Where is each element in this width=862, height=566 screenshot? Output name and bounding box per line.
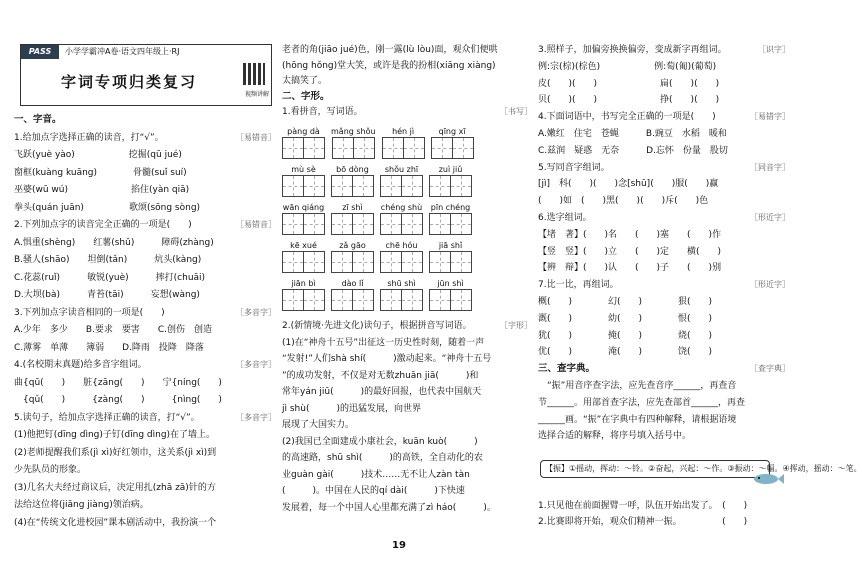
writing-box[interactable] <box>332 290 352 310</box>
text-line: 窗框(kuàng kuāng) 骨髓(suǐ suí) <box>14 167 187 178</box>
pinyin-cell <box>380 240 423 273</box>
pinyin-row <box>282 126 474 159</box>
pinyin-label: pàng dà <box>287 127 320 136</box>
text-line: {qǔ( ) {zàng( ) {nìng( ) <box>14 395 222 405</box>
writing-box[interactable] <box>401 176 422 196</box>
text-line: 常年yán jiū( )的最好回报，也代表中国航天 <box>282 387 482 397</box>
pinyin-cell <box>331 240 374 273</box>
text-line: 一、字音。 <box>14 114 62 125</box>
writing-boxes[interactable] <box>282 137 325 159</box>
category-tag: ［多音字］ <box>236 360 276 369</box>
writing-boxes[interactable] <box>331 289 374 311</box>
text-line: C.兹润 疑惑 无奈 D.忘怀 份量 股切 <box>538 145 728 156</box>
category-tag: ［识字］ <box>758 45 790 54</box>
text-line: 6.选字组词。 <box>538 213 592 223</box>
writing-box[interactable] <box>333 138 353 158</box>
text-line: 2.比赛即将开始，观众们精神一振。 ( ) <box>538 517 748 527</box>
category-tag: ［字形］ <box>500 321 532 330</box>
pinyin-cell <box>282 126 325 159</box>
writing-box[interactable] <box>381 252 401 272</box>
writing-box[interactable] <box>303 176 324 196</box>
writing-box[interactable] <box>432 138 452 158</box>
category-tag: ［多音字］ <box>236 412 276 422</box>
text-line: 2.(新情境·先进文化)读句子，根据拼音写词语。 <box>282 321 472 331</box>
text-line: 老者的角(jiāo jué)色，刚一露(lù lòu)面，观众们便哄 <box>282 45 498 55</box>
pinyin-cell <box>380 202 423 235</box>
writing-box[interactable] <box>352 214 373 234</box>
writing-box[interactable] <box>450 290 471 310</box>
writing-boxes[interactable] <box>282 251 325 273</box>
writing-box[interactable] <box>450 176 471 196</box>
pinyin-cell <box>429 164 472 197</box>
writing-boxes[interactable] <box>332 137 375 159</box>
fish-decoration-icon <box>752 470 784 482</box>
writing-box[interactable] <box>401 252 422 272</box>
writing-boxes[interactable] <box>282 175 325 197</box>
writing-box[interactable] <box>430 176 450 196</box>
category-tag: ［易错音］ <box>236 132 276 142</box>
writing-boxes[interactable] <box>331 175 374 197</box>
text-line: ( )。中国在人民的qí dài( )下快速 <box>282 486 465 496</box>
pinyin-row <box>282 240 472 273</box>
category-tag: ［查字典］ <box>750 364 790 374</box>
text-line: (1)他把钉(dīng dìng)子钉(dīng dìng)在了墙上。 <box>14 430 216 440</box>
pinyin-row <box>282 202 472 235</box>
text-line: 【竖 竖】( )立 ( )定 横( ) <box>538 246 722 257</box>
column-2 <box>282 0 532 566</box>
pinyin-label: mǎng shǒu <box>331 127 376 136</box>
text-line: 概( ) 幻( ) 狠( ) <box>538 297 713 307</box>
pinyin-cell <box>282 164 325 197</box>
pinyin-label: chē hóu <box>385 241 418 250</box>
writing-boxes[interactable] <box>282 289 325 311</box>
pinyin-cell <box>380 164 423 197</box>
text-line: 节______。用部首查字法，应先查部首______，再查 <box>538 397 746 408</box>
pinyin-cell <box>282 202 325 235</box>
pinyin-cell <box>431 126 474 159</box>
writing-box[interactable] <box>353 138 374 158</box>
pinyin-label: qīng xī <box>438 127 466 136</box>
writing-box[interactable] <box>452 138 473 158</box>
writing-box[interactable] <box>401 290 422 310</box>
pinyin-label: mù sè <box>291 165 316 174</box>
writing-boxes[interactable] <box>429 175 472 197</box>
category-tag: ［多音字］ <box>236 307 276 317</box>
text-line: 法给这位将(jiāng jiàng)领治病。 <box>14 500 149 510</box>
text-line: 犹( ) 掩( ) 烧( ) <box>538 330 713 341</box>
text-line: 拳头(quán juān) 歌颂(sōng sòng) <box>14 202 201 213</box>
text-line: “振”用音序查字法，应先查音序______，再查音 <box>538 381 737 391</box>
writing-box[interactable] <box>283 138 303 158</box>
text-line: C.薄雾 单薄 簿弱 D.降雨 投降 降落 <box>14 342 204 353</box>
text-line: 发展着，每一个中国人心里都充满了zì háo( )。 <box>282 502 496 513</box>
text-line: 3.下列加点字读音相同的一项是( ) <box>14 307 165 318</box>
text-line: 7.比一比，再组词。 <box>538 280 619 291</box>
writing-box[interactable] <box>450 214 471 234</box>
text-line: 飞跃(yuè yào) 挖掘(qū jué) <box>14 150 182 160</box>
book-subtitle: 小学学霸冲A卷·语文四年级上·RJ <box>65 47 180 56</box>
text-line: 5.读句子，给加点字选择正确的读音，打“√”。 <box>14 412 200 423</box>
text-line: (hōng hǒng)堂大笑，或许是我的扮相(xiāng xiàng) <box>282 60 496 71</box>
text-line: “发射!”人们shà shí( )激动起来。“神舟十五号 <box>282 354 492 364</box>
writing-boxes[interactable] <box>429 289 472 311</box>
text-line: 5.写同音字组词。 <box>538 162 610 173</box>
pinyin-label: zǎ gāo <box>339 241 366 250</box>
text-line: 【堵 著】( )名 ( )塞 ( )作 <box>538 229 722 240</box>
text-line: (4)在“传统文化进校园”课本剧活动中，我扮演一个 <box>14 517 217 528</box>
pinyin-cell <box>380 278 423 311</box>
category-tag: ［形近字］ <box>750 280 790 290</box>
writing-box[interactable] <box>403 138 424 158</box>
pinyin-cell <box>282 278 325 311</box>
page-title: 字词专项归类复习 <box>61 73 198 91</box>
pinyin-label: dào lǐ <box>341 279 364 288</box>
text-line: 1.只见他在前面握臂一呼，队伍开始出发了。 ( ) <box>538 501 748 511</box>
text-line: 例:宗(棕)(棕色) 例:萄(匍)(葡萄) <box>538 61 717 72</box>
text-line: D.大坝(bà) 青苔(tāi) 妄想(wàng) <box>14 290 200 300</box>
pinyin-cell <box>331 126 376 159</box>
writing-box[interactable] <box>381 214 401 234</box>
pinyin-label: jiān bì <box>291 279 316 288</box>
writing-boxes[interactable] <box>429 251 472 273</box>
text-line: 巫婆(wū wú) 掐住(yàn qiā) <box>14 185 190 195</box>
pinyin-cell <box>382 126 425 159</box>
text-line: B.骚人(shāo) 坦倒(tǎn) 炕头(kàng) <box>14 255 202 265</box>
text-line: ______画。“振”在字典中有四种解释，请根据语境 <box>538 414 737 425</box>
writing-box[interactable] <box>332 176 352 196</box>
text-line: ( )如 ( )黑( )( )斥( )色 <box>538 196 709 207</box>
text-line: jì shù( )的迅猛发展，向世界 <box>282 403 421 414</box>
writing-box[interactable] <box>283 290 303 310</box>
category-tag: ［易错字］ <box>750 112 790 122</box>
text-line: (3)几名大夫经过商议后，决定用扎(zhā zā)针的方 <box>14 482 216 493</box>
writing-box[interactable] <box>430 214 450 234</box>
writing-box[interactable] <box>352 176 373 196</box>
text-line: 少先队员的形象。 <box>14 465 87 475</box>
text-line: 曲{qū( ) 脏{zāng( ) 宁{níng( ) <box>14 377 222 388</box>
brand-logo: PASS <box>21 45 59 59</box>
writing-boxes[interactable] <box>380 289 423 311</box>
writing-boxes[interactable] <box>429 213 472 235</box>
pinyin-cell <box>331 278 374 311</box>
pinyin-label: jiā shǐ <box>438 241 463 250</box>
pinyin-label: zuì jiǔ <box>438 165 463 174</box>
text-line: (1)在“神舟十五号”出征这一历史性时刻，随着一声 <box>282 337 485 348</box>
pinyin-label: zī shì <box>342 203 363 212</box>
text-line: 1.给加点字选择正确的读音，打“√”。 <box>14 132 164 143</box>
category-tag: ［易错音］ <box>236 220 276 229</box>
writing-box[interactable] <box>283 176 303 196</box>
column-1 <box>14 0 276 566</box>
text-line: A.少年 多少 B.要求 要害 C.创伤 创造 <box>14 325 213 335</box>
text-line: 4.下面词语中，书写完全正确的一项是( ) <box>538 112 716 123</box>
text-line: [jì] 科( )( )念[shū]( )服( )赢 <box>538 179 719 190</box>
text-line: 的高速路，shū shì( )的高铁，全自动化的农 <box>282 453 483 463</box>
text-line: 溉( ) 幼( ) 恨( ) <box>538 313 713 324</box>
pinyin-label: wān qiáng <box>282 203 325 212</box>
qr-label: 视频讲解 <box>244 91 269 98</box>
text-line: 优( ) 淹( ) 饶( ) <box>538 347 713 358</box>
pinyin-row <box>282 164 472 197</box>
writing-box[interactable] <box>332 252 352 272</box>
writing-box[interactable] <box>450 252 471 272</box>
page-number: 19 <box>392 540 406 551</box>
category-tag: ［形近字］ <box>750 213 790 222</box>
text-line: 贝( )( ) 挣( )( ) <box>538 95 720 106</box>
category-tag: ［同音字］ <box>750 162 790 172</box>
text-line: 1.看拼音，写词语。 <box>282 107 363 117</box>
pinyin-cell <box>429 278 472 311</box>
writing-box[interactable] <box>430 290 450 310</box>
writing-box[interactable] <box>352 290 373 310</box>
pinyin-cell <box>429 240 472 273</box>
pinyin-cell <box>282 240 325 273</box>
text-line: 4.(名校期末真题)给多音字组词。 <box>14 360 147 370</box>
writing-box[interactable] <box>303 252 324 272</box>
writing-box[interactable] <box>381 176 401 196</box>
pinyin-cell <box>331 202 374 235</box>
pinyin-cell <box>331 164 374 197</box>
writing-box[interactable] <box>352 252 373 272</box>
writing-box[interactable] <box>332 214 352 234</box>
text-line: 展现了大国实力。 <box>282 420 355 430</box>
text-line: 2.下列加点字的读音完全正确的一项是( ) <box>14 220 192 230</box>
text-line: 选择合适的解释，将序号填入括号中。 <box>538 431 692 442</box>
text-line: 太搞笑了。 <box>282 76 328 86</box>
text-line: 二、字形。 <box>282 90 330 102</box>
column-3 <box>538 0 862 566</box>
writing-box[interactable] <box>303 138 324 158</box>
writing-boxes[interactable] <box>382 137 425 159</box>
text-line: 三、查字典。 <box>538 363 596 375</box>
pinyin-label: chéng shù <box>380 203 423 212</box>
text-line: ”的成功发射，不仅是对无数zhuān jiā( )和 <box>282 370 479 381</box>
pinyin-label: hén jì <box>392 127 415 136</box>
writing-boxes[interactable] <box>331 213 374 235</box>
pinyin-label: shū shì <box>387 279 416 288</box>
text-line: 【辨 辩】( )认 ( )子 ( )别 <box>538 263 722 274</box>
writing-boxes[interactable] <box>380 175 423 197</box>
writing-box[interactable] <box>283 214 303 234</box>
writing-boxes[interactable] <box>380 251 423 273</box>
text-line: (2)我国已全面建成小康社会，kuān kuò( ) <box>282 436 478 447</box>
writing-box[interactable] <box>303 290 324 310</box>
writing-box[interactable] <box>401 214 422 234</box>
pinyin-label: jūn shì <box>437 279 464 288</box>
writing-box[interactable] <box>303 214 324 234</box>
pinyin-label: pīn chéng <box>430 203 471 212</box>
writing-boxes[interactable] <box>331 251 374 273</box>
pinyin-label: bō dòng <box>336 165 369 174</box>
writing-box[interactable] <box>383 138 403 158</box>
writing-box[interactable] <box>381 290 401 310</box>
pinyin-cell <box>429 202 472 235</box>
writing-boxes[interactable] <box>282 213 325 235</box>
text-line: (2)老师提醒我们系(jì xì)好红领巾，这关系(jì xì)到 <box>14 447 217 458</box>
category-tag: ［书写］ <box>500 107 532 116</box>
writing-box[interactable] <box>283 252 303 272</box>
pinyin-row <box>282 278 472 311</box>
text-line: A.嫩红 住宅 苍蝇 B.豌豆 水稻 暖和 <box>538 129 727 139</box>
writing-boxes[interactable] <box>431 137 474 159</box>
writing-box[interactable] <box>430 252 450 272</box>
dictionary-note: 【振】①摇动，挥动：～铃。②奋起，兴起：～作。③振动：～幅。④挥动，摇动：～笔。 <box>540 460 770 478</box>
text-line: 业guàn gài( )技术……无不让人zàn tàn <box>282 469 470 480</box>
text-line: 3.照样子，加偏旁换换偏旁，变成新字再组词。 <box>538 45 727 55</box>
text-line: A.惧重(shèng) 红薯(shǔ) 障碍(zhàng) <box>14 237 214 248</box>
text-line: C.花蕊(ruǐ) 敏锐(yuè) 摔打(chuāi) <box>14 272 206 283</box>
pinyin-label: kē xué <box>290 241 317 250</box>
text-line: 皮( )( ) 扁( )( ) <box>538 78 720 89</box>
pinyin-label: shǒu zhī <box>384 165 419 174</box>
writing-boxes[interactable] <box>380 213 423 235</box>
